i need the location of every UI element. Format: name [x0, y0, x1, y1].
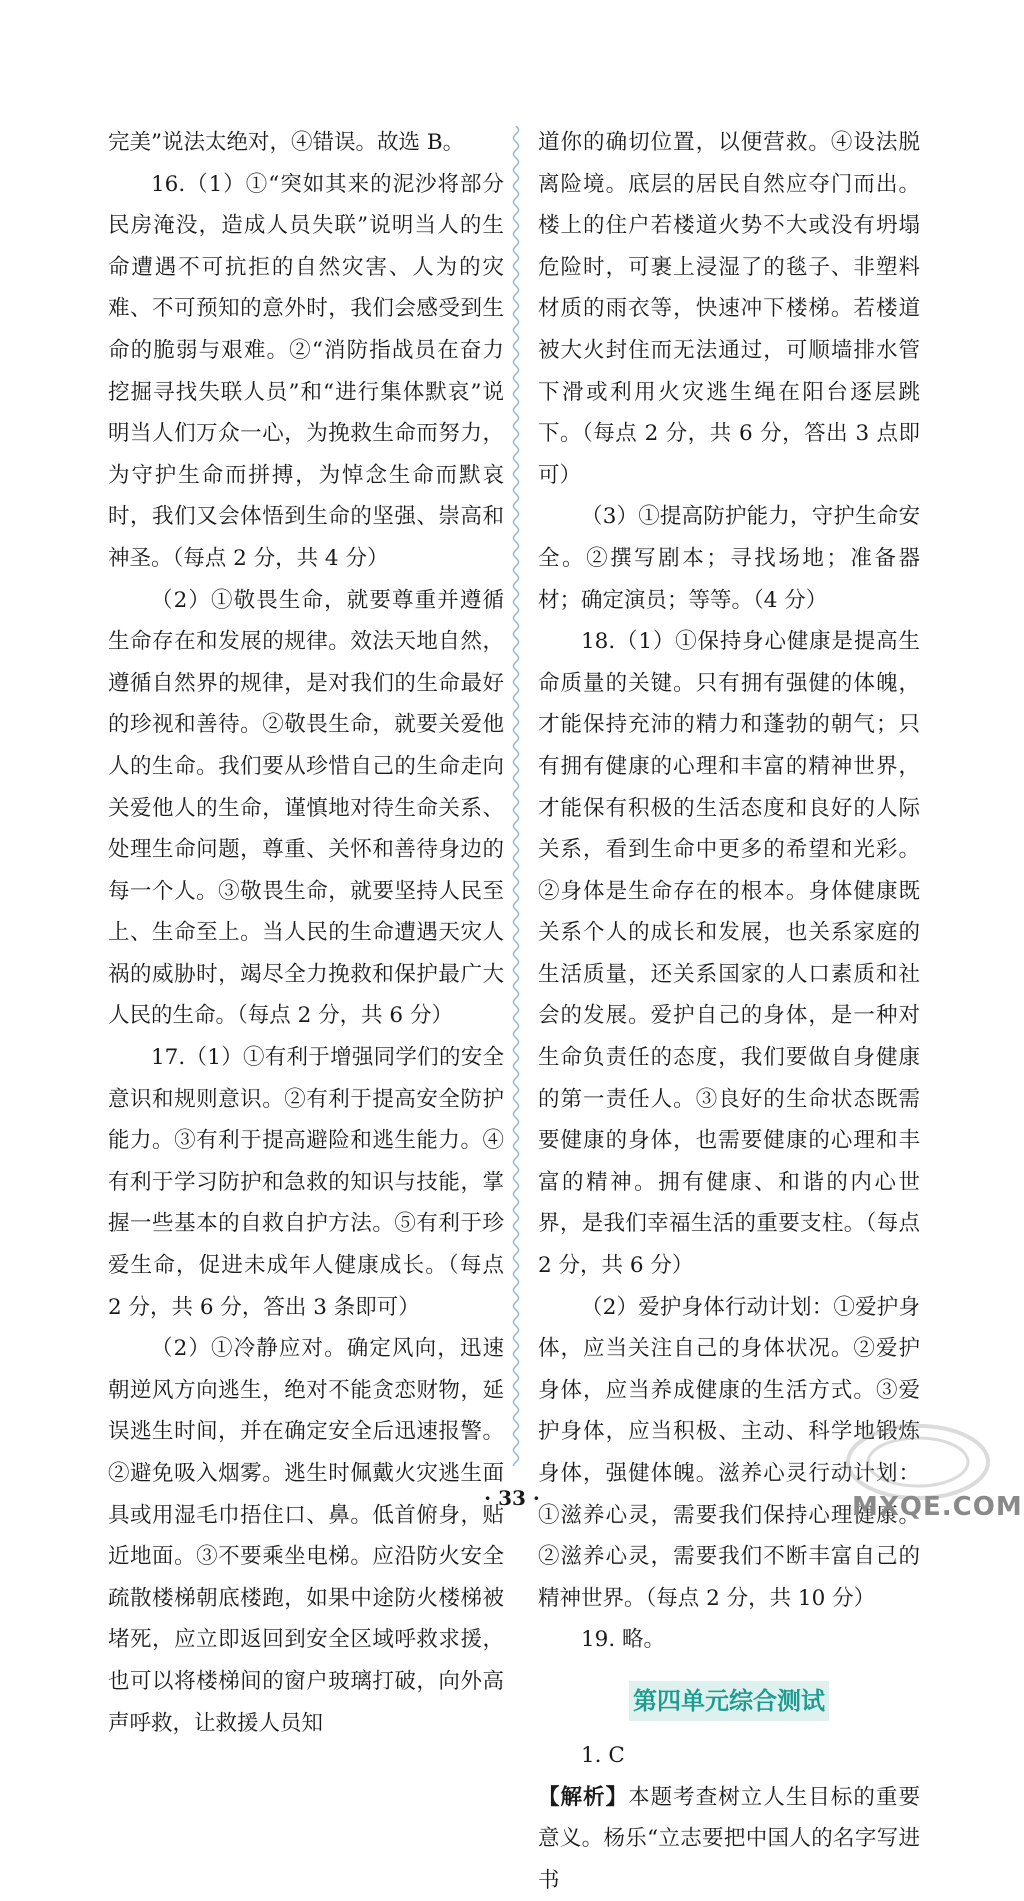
right-paragraph: 18.（1）①保持身心健康是提高生命质量的关键。只有拥有强健的体魄，才能保持充沛的精力和蓬勃的朝气；只有拥有健康的心理和丰富的精神世界，才能保有积极的生活态度和良好的人际关系，看到生命中更多的希望和光彩。②身体是生命存在的根本。身体健康既关系个人的成长和发展，也关系家庭的生活质量，还关系国家的人口素质和社会的发展。爱护自己的身体，是一种对生命负责任的态度，我们要做自身健康的第一责任人。③良好的生命状态既需要健康的身体，也需要健康的心理和丰富的精神。拥有健康、和谐的内心世界，是我们幸福生活的重要支柱。（每点 2 分，共 6 分）	[538, 629, 920, 1279]
page-number: · 33 ·	[484, 1486, 540, 1510]
right-paragraph: 19. 略。	[581, 1627, 666, 1653]
watermark-text: MXQE.COM	[852, 1492, 1023, 1522]
analysis-text: 本题考查树立人生目标的重要意义。杨乐“立志要把中国人的名字写进书	[538, 1784, 920, 1893]
right-paragraph: 道你的确切位置，以便营救。④设法脱离险境。底层的居民自然应夺门而出。楼上的住户若楼道火势不大或没有坍塌危险时，可裹上浸湿了的毯子、非塑料材质的雨衣等，快速冲下楼梯。若楼道被大火封住而无法通过，可顺墙排水管下滑或利用火灾逃生绳在阳台逐层跳下。（每点 2 分，共 6 分，答出 3 点即可）	[538, 130, 920, 488]
left-paragraph: 完美”说法太绝对，④错误。故选 B。	[108, 130, 465, 155]
left-paragraph: （2）①敬畏生命，就要尊重并遵循生命存在和发展的规律。效法天地自然，遵循自然界的规律，是对我们的生命最好的珍视和善待。②敬畏生命，就要关爱他人的生命。我们要从珍惜自己的生命走向关爱他人的生命，谨慎地对待生命关系、处理生命问题，尊重、关怀和善待身边的每一个人。③敬畏生命，就要坚持人民至上、生命至上。当人民的生命遭遇天灾人祸的威胁时，竭尽全力挽救和保护最广大人民的生命。（每点 2 分，共 6 分）	[108, 587, 504, 1029]
right-paragraph: （3）①提高防护能力，守护生命安全。②撰写剧本；寻找场地；准备器材；确定演员；等等。（4 分）	[538, 504, 920, 613]
answer-line: 1. C	[581, 1742, 625, 1768]
section-title-text: 第四单元综合测试	[629, 1681, 829, 1721]
left-paragraph: 17.（1）①有利于增强同学们的安全意识和规则意识。②有利于提高安全防护能力。③有利于提高避险和逃生能力。④有利于学习防护和急救的知识与技能，掌握一些基本的自救自护方法。⑤有利于珍爱生命，促进未成年人健康成长。（每点 2 分，共 6 分，答出 3 条即可）	[108, 1045, 504, 1320]
analysis-tag: 【解析】	[538, 1784, 629, 1810]
left-paragraph: （2）①冷静应对。确定风向，迅速朝逆风方向逃生，绝对不能贪恋财物，延误逃生时间，并在确定安全后迅速报警。②避免吸入烟雾。逃生时佩戴火灾逃生面具或用湿毛巾捂住口、鼻。低首俯身，贴近地面。③不要乘坐电梯。应沿防火安全疏散楼梯朝底楼跑，如果中途防火楼梯被堵死，应立即返回到安全区域呼救求援，也可以将楼梯间的窗户玻璃打破，向外高声呼救，让救援人员知	[108, 1336, 504, 1736]
column-divider	[510, 126, 522, 1466]
left-paragraph: 16.（1）①“突如其来的泥沙将部分民房淹没，造成人员失联”说明当人的生命遭遇不可抗拒的自然灾害、人为的灾难、不可预知的意外时，我们会感受到生命的脆弱与艰难。②“消防指战员在奋力挖掘寻找失联人员”和“进行集体默哀”说明当人们万众一心，为挽救生命而努力，为守护生命而拼搏，为悼念生命而默哀时，我们又会体悟到生命的坚强、崇高和神圣。（每点 2 分，共 4 分）	[108, 171, 504, 571]
right-column	[538, 122, 920, 1901]
section-title	[538, 1681, 920, 1721]
analysis-paragraph	[538, 1777, 920, 1901]
right-paragraph: （2）爱护身体行动计划：①爱护身体，应当关注自己的身体状况。②爱护身体，应当养成健康的生活方式。③爱护身体，应当积极、主动、科学地锻炼身体，强健体魄。滋养心灵行动计划：①滋养心灵，需要我们保持心理健康。②滋养心灵，需要我们不断丰富自己的精神世界。（每点 2 分，共 10 分）	[538, 1294, 920, 1611]
